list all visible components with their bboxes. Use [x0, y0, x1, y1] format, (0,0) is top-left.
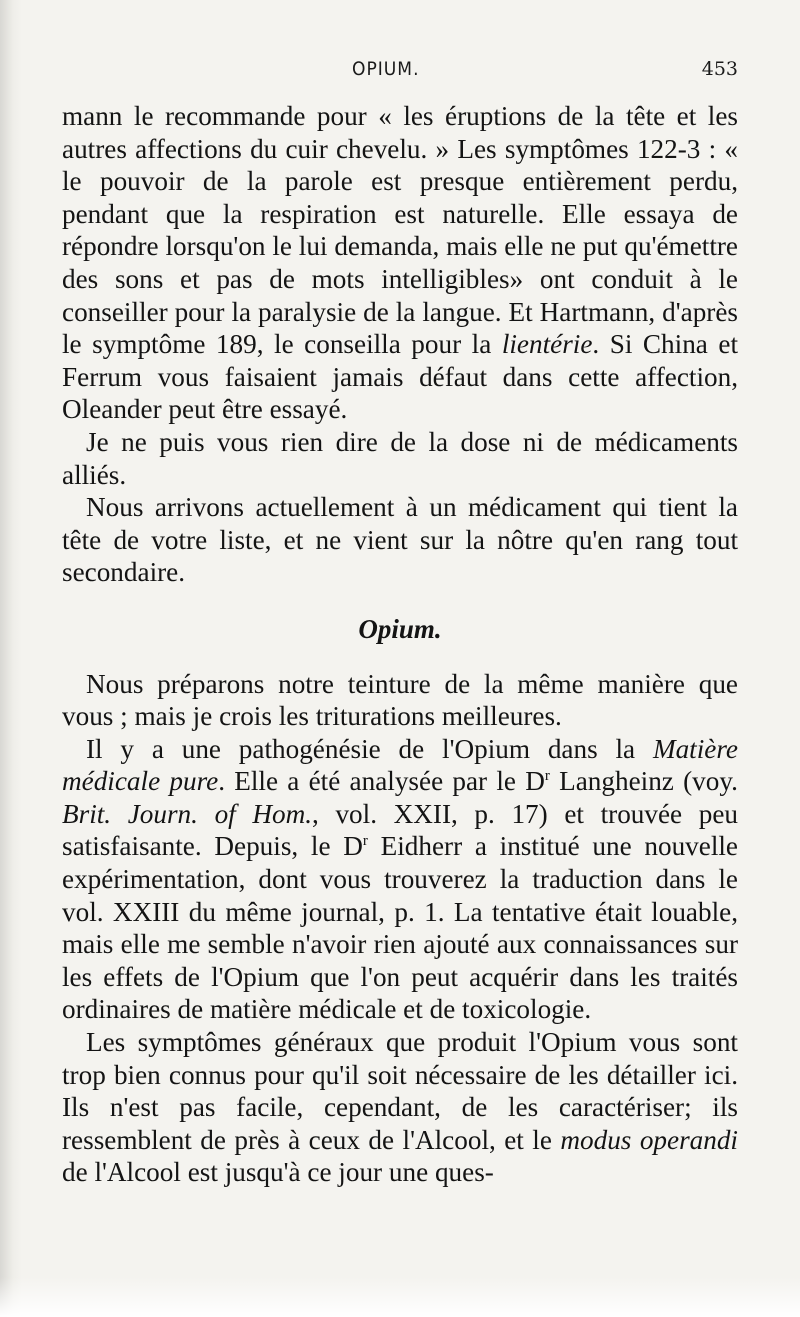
text-run: Il y a une pathogénésie de l'Opium dans la [86, 733, 653, 764]
page-header [62, 58, 738, 88]
page-number: 453 [701, 58, 738, 80]
text-run: Eidherr a institué une nouvelle expérimentation, dont vous trouverez la traduction dans le vol. XXIII du même journal, p. 1. La tentative était louable, mais elle me semble n'avoir rien ajouté aux connaissances sur les effets de l'Opium que l'on peut acquérir dans les traités ordinaires de matière médicale et de toxicologie. [62, 831, 739, 1025]
italic-term: modus operandi [560, 1124, 738, 1155]
text-run: . Si China et Ferrum vous faisaient jamais défaut dans cette affection, Oleander peut être essayé. [62, 329, 738, 425]
text-run: . Elle a été analysée par le D [218, 766, 545, 797]
page-body [62, 100, 738, 1189]
italic-term: lientérie [501, 329, 593, 360]
paragraph-1 [62, 100, 738, 426]
section-title: Opium. [358, 613, 442, 644]
text-run: mann le recommande pour « les éruptions de la tête et les autres affections du cuir chevelu. » Les symptômes 122-3 : « le pouvoir de la parole est presque entièrement perdu, pendant que la respiration est naturelle. Elle essaya de répondre lorsqu'on le lui demanda, mais elle ne put qu'émettre des sons et pas de mots intelligibles» ont conduit à le conseiller pour la paralysie de la langue. Et Hartmann, d'après le symptôme 189, le conseilla pour la [62, 101, 738, 360]
page-gutter-shadow [0, 0, 22, 1317]
superscript: r [362, 833, 368, 850]
text-run: , vol. XXII, p. 17) et trouvée peu satisfaisante. Depuis, le D [62, 798, 738, 862]
italic-title: Matière médicale pure [62, 733, 738, 797]
page-bottom-margin [0, 1277, 800, 1317]
paragraph-3: Nous arrivons actuellement à un médicament qui tient la tête de votre liste, et ne vient sur la nôtre qu'en rang tout secondaire. [62, 492, 738, 588]
superscript: r [544, 768, 550, 785]
running-title: OPIUM. [352, 58, 420, 80]
text-run: Langheinz (voy. [549, 766, 738, 797]
text-run: de l'Alcool est jusqu'à ce jour une ques- [62, 1157, 494, 1188]
paragraph-5 [62, 733, 738, 1026]
italic-journal: Brit. Journ. of Hom. [62, 798, 313, 829]
text-run: Les symptômes généraux que produit l'Opium vous sont trop bien connus pour qu'il soit nécessaire de les détailler ici. Ils n'est pas facile, cependant, de les caractériser; ils ressemblent de près à ceux de l'Alcool, et le [62, 1027, 738, 1155]
paragraph-4: Nous préparons notre teinture de la même manière que vous ; mais je crois les triturations meilleures. [62, 668, 738, 732]
paragraph-2: Je ne puis vous rien dire de la dose ni de médicaments alliés. [62, 426, 738, 490]
paragraph-6 [62, 1026, 738, 1189]
